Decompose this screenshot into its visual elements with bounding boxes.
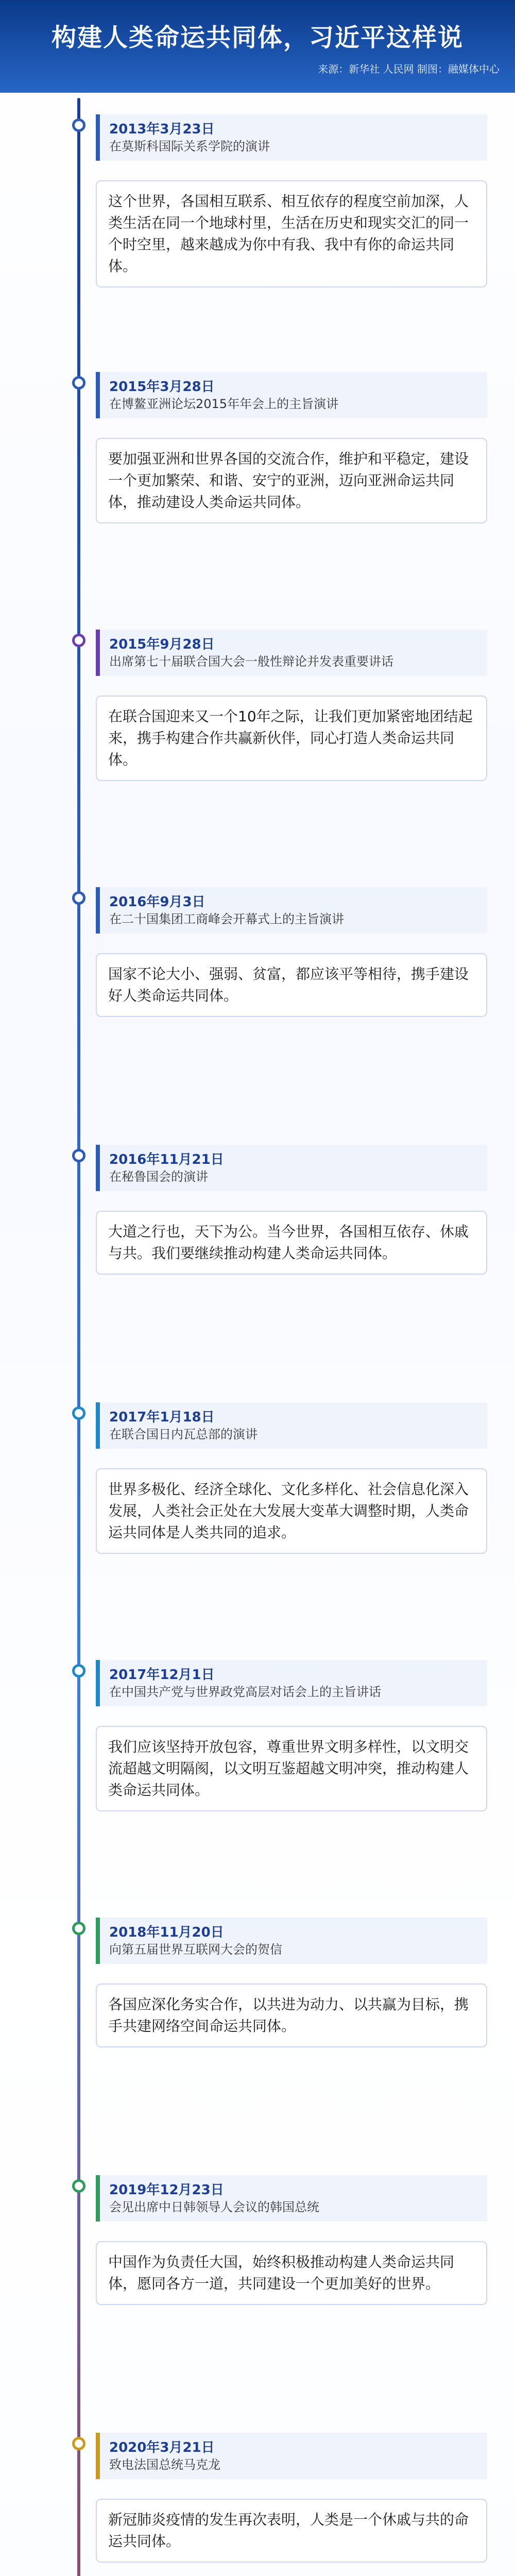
event-quote: 世界多极化、经济全球化、文化多样化、社会信息化深入发展，人类社会正处在大发展大变革大调整时期，人类命运共同体是人类共同的追求。 [96, 1468, 487, 1554]
timeline-line [77, 98, 80, 2576]
event-header [96, 1402, 487, 1449]
event-header [96, 1145, 487, 1191]
source-credit: 来源：新华社 人民网 制图：融媒体中心 [318, 63, 500, 75]
event-date: 2013年3月23日 [109, 122, 215, 137]
event-header [96, 2175, 487, 2222]
event-quote: 大道之行也，天下为公。当今世界，各国相互依存、休戚与共。我们要继续推动构建人类命运共同体。 [96, 1211, 487, 1275]
timeline-node-icon [72, 118, 85, 132]
timeline-node-icon [72, 1922, 85, 1935]
timeline-node-icon [72, 1406, 85, 1420]
timeline-node-icon [72, 2437, 85, 2450]
event-quote: 要加强亚洲和世界各国的交流合作，维护和平稳定，建设一个更加繁荣、和谐、安宁的亚洲，迈向亚洲命运共同体，推动建设人类命运共同体。 [96, 438, 487, 523]
event-quote: 这个世界，各国相互联系、相互依存的程度空前加深，人类生活在同一个地球村里，生活在历史和现实交汇的同一个时空里，越来越成为你中有我、我中有你的命运共同体。 [96, 180, 487, 287]
event-date: 2019年12月23日 [109, 2182, 224, 2198]
event-header [96, 114, 487, 161]
event-header [96, 2433, 487, 2479]
event-header [96, 372, 487, 418]
event-quote: 各国应深化务实合作，以共进为动力、以共赢为目标，携手共建网络空间命运共同体。 [96, 1984, 487, 2047]
timeline-node-icon [72, 634, 85, 647]
event-date: 2018年11月20日 [109, 1925, 224, 1940]
event-date: 2016年9月3日 [109, 894, 205, 910]
event-description: 在中国共产党与世界政党高层对话会上的主旨讲话 [109, 1685, 381, 1699]
event-date: 2015年3月28日 [109, 379, 215, 395]
event-description: 出席第七十届联合国大会一般性辩论并发表重要讲话 [109, 654, 393, 669]
event-description: 在秘鲁国会的演讲 [109, 1170, 208, 1184]
timeline-node-icon [72, 891, 85, 905]
timeline-node-icon [72, 376, 85, 389]
event-date: 2017年12月1日 [109, 1667, 215, 1683]
event-description: 会见出席中日韩领导人会议的韩国总统 [109, 2200, 319, 2214]
event-header [96, 887, 487, 934]
event-date: 2015年9月28日 [109, 637, 215, 652]
event-description: 向第五届世界互联网大会的贺信 [109, 1942, 282, 1957]
event-quote: 我们应该坚持开放包容，尊重世界文明多样性，以文明交流超越文明隔阂，以文明互鉴超越文明冲突，推动构建人类命运共同体。 [96, 1726, 487, 1811]
timeline-node-icon [72, 1664, 85, 1677]
event-description: 在联合国日内瓦总部的演讲 [109, 1427, 258, 1442]
event-date: 2020年3月21日 [109, 2440, 215, 2455]
title-banner [0, 0, 515, 93]
event-description: 在博鳌亚洲论坛2015年年会上的主旨演讲 [109, 397, 339, 411]
event-header [96, 1660, 487, 1706]
page-title: 构建人类命运共同体，习近平这样说 [51, 23, 464, 52]
timeline-node-icon [72, 1149, 85, 1162]
event-quote: 新冠肺炎疫情的发生再次表明，人类是一个休戚与共的命运共同体。 [96, 2499, 487, 2563]
event-header [96, 630, 487, 676]
event-description: 在二十国集团工商峰会开幕式上的主旨演讲 [109, 912, 344, 926]
event-description: 致电法国总统马克龙 [109, 2458, 220, 2472]
timeline-node-icon [72, 2179, 85, 2193]
event-quote: 在联合国迎来又一个10年之际，让我们更加紧密地团结起来，携手构建合作共赢新伙伴，同心打造人类命运共同体。 [96, 696, 487, 781]
event-description: 在莫斯科国际关系学院的演讲 [109, 139, 270, 154]
event-date: 2016年11月21日 [109, 1152, 224, 1167]
event-quote: 国家不论大小、强弱、贫富，都应该平等相待，携手建设好人类命运共同体。 [96, 953, 487, 1017]
event-quote: 中国作为负责任大国，始终积极推动构建人类命运共同体，愿同各方一道，共同建设一个更加美好的世界。 [96, 2241, 487, 2305]
event-header [96, 1918, 487, 1964]
event-date: 2017年1月18日 [109, 1410, 215, 1425]
